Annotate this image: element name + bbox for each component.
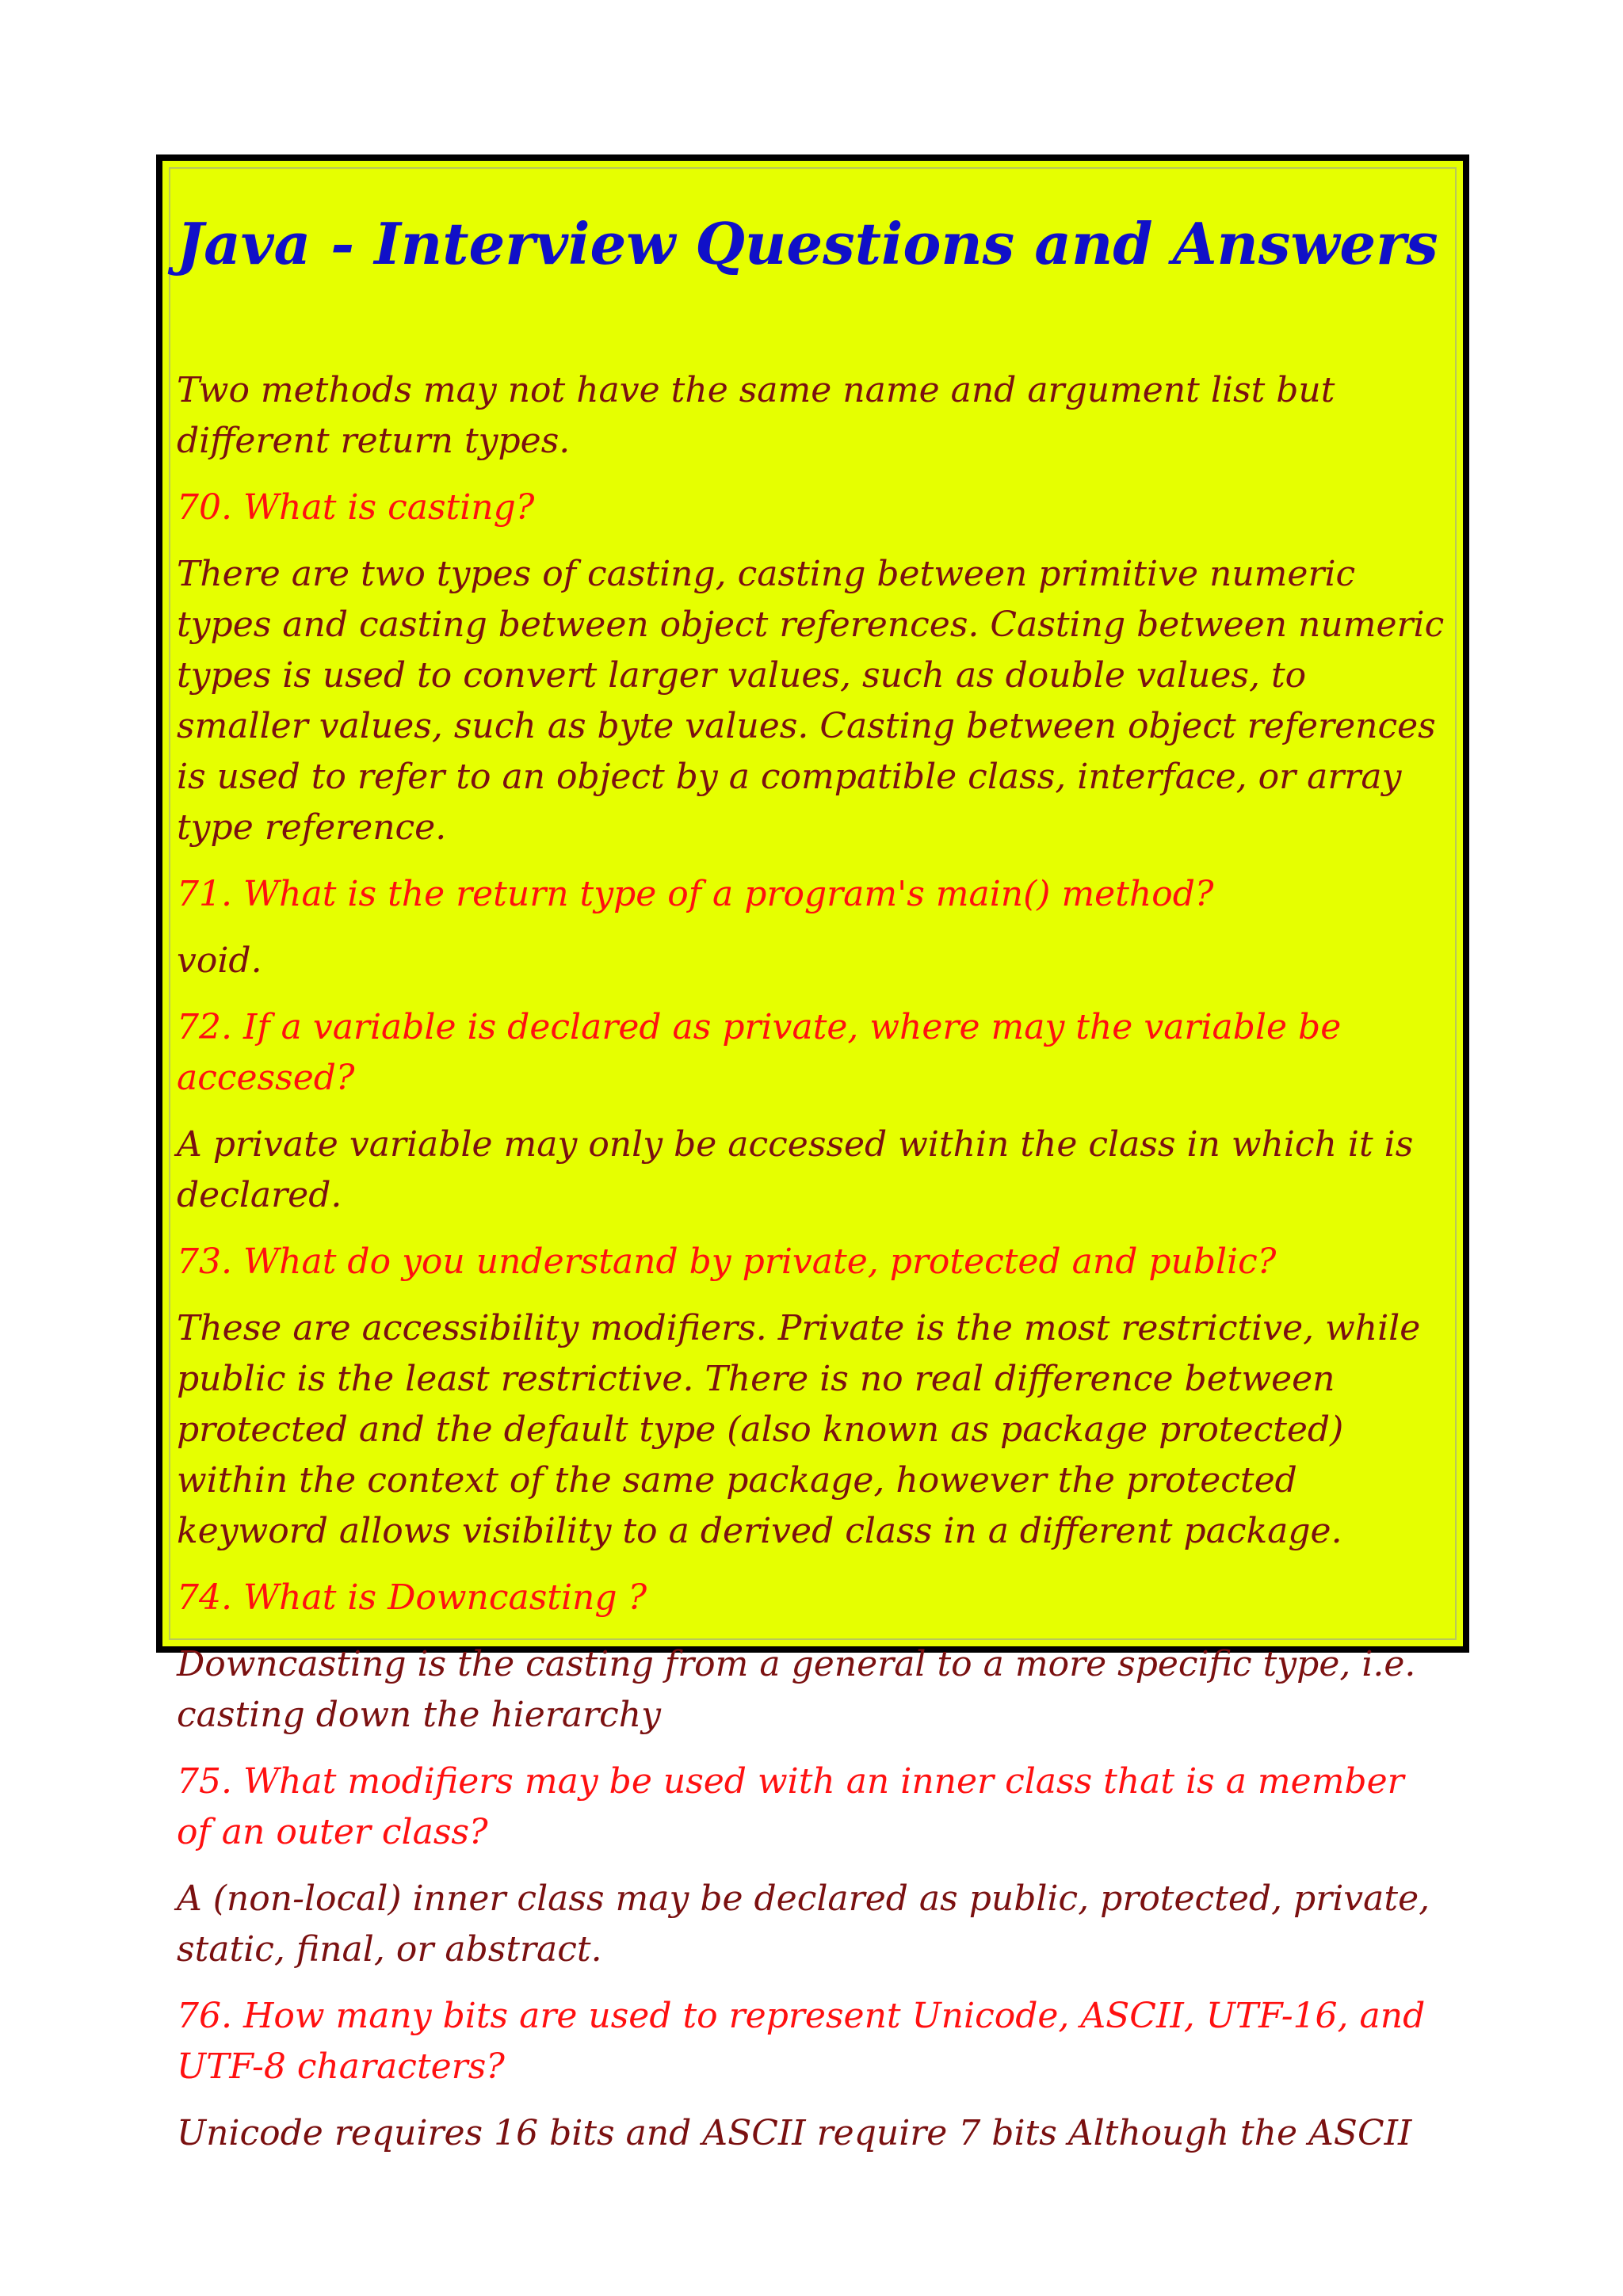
page-title: Java - Interview Questions and Answers bbox=[177, 210, 1438, 277]
document-panel bbox=[156, 154, 1469, 2153]
question-75: 75. What modifiers may be used with an inner class that is a member of an outer class? bbox=[177, 1761, 1404, 1852]
question-76: 76. How many bits are used to represent Unicode, ASCII, UTF-16, and UTF-8 characters? bbox=[177, 1996, 1426, 2087]
answer-75: A (non-local) inner class may be declared as public, protected, private, static, final, or abstract. bbox=[177, 1878, 1430, 1970]
document-content bbox=[177, 208, 1445, 2175]
answer-76-partial: Unicode requires 16 bits and ASCII require 7 bits Although the ASCII bbox=[177, 2113, 1412, 2153]
answer-69-continued: Two methods may not have the same name and argument list but different return types. bbox=[177, 370, 1335, 461]
answer-73: These are accessibility modifiers. Private is the most restrictive, while public is the least restrictive. There is no real difference between protected and the default type (also known as package protected) within the context of the same package, however the protected keyword allows visibility to a derived class in a different package. bbox=[177, 1308, 1421, 1551]
question-74: 74. What is Downcasting ? bbox=[177, 1577, 647, 1618]
answer-72: A private variable may only be accessed within the class in which it is declared. bbox=[177, 1124, 1414, 1215]
answer-70: There are two types of casting, casting between primitive numeric types and casting between object references. Casting between numeric types is used to convert larger values, such as double values, to smaller values, such as byte values. Casting between object references is used to refer to an object by a compatible class, interface, or array type reference. bbox=[177, 554, 1445, 848]
question-71: 71. What is the return type of a program's main() method? bbox=[177, 874, 1214, 914]
question-73: 73. What do you understand by private, protected and public? bbox=[177, 1241, 1277, 1282]
question-72: 72. If a variable is declared as private, where may the variable be accessed? bbox=[177, 1007, 1342, 1098]
question-70: 70. What is casting? bbox=[177, 487, 535, 528]
answer-74: Downcasting is the casting from a general to a more specific type, i.e. casting down the hierarchy bbox=[177, 1644, 1416, 1735]
answer-71: void. bbox=[177, 940, 262, 981]
